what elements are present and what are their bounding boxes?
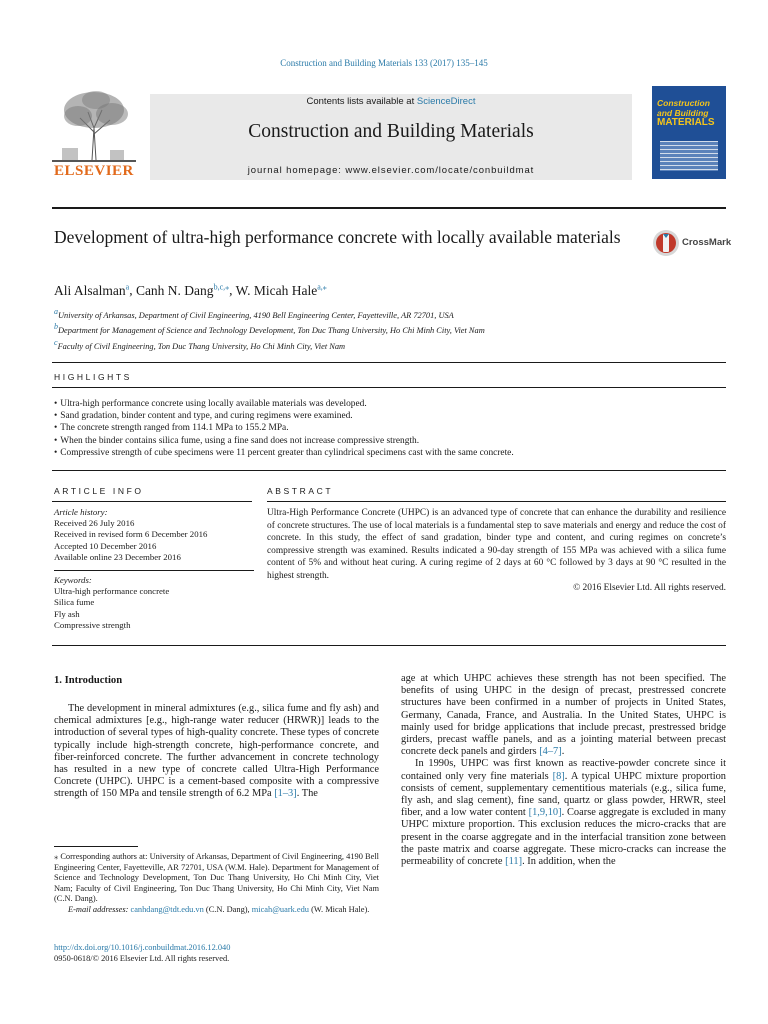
keywords-rule — [54, 570, 254, 571]
affil-text: Department for Management of Science and Technology Development, Ton Duc Thang University, Ho Chi Minh City, Viet Nam — [58, 326, 485, 336]
highlight-item: • The concrete strength ranged from 114.1 MPa to 155.2 MPa. — [54, 422, 726, 434]
affil-text: Faculty of Civil Engineering, Ton Duc Thang University, Ho Chi Minh City, Viet Nam — [57, 341, 346, 351]
section-heading: 1. Introduction — [54, 675, 123, 686]
author-sup: b,c,⁎ — [213, 282, 230, 291]
affiliations — [54, 306, 694, 352]
paragraph — [401, 673, 726, 758]
author-3[interactable] — [236, 283, 327, 298]
journal-cover[interactable] — [652, 86, 726, 179]
author-name: W. Micah Hale — [235, 282, 318, 298]
keyword: Compressive strength — [54, 619, 131, 630]
journal-banner — [150, 94, 632, 180]
crossmark-label: CrossMark — [682, 237, 732, 248]
affiliation-rule — [52, 362, 726, 363]
keywords-label: Keywords: — [54, 575, 92, 586]
author-1[interactable] — [54, 283, 129, 298]
author-list — [54, 282, 327, 299]
highlight-item: • Ultra-high performance concrete using locally available materials was developed. — [54, 398, 726, 410]
elsevier-logo[interactable] — [52, 88, 138, 180]
affil-text: University of Arkansas, Department of Civil Engineering, 4190 Bell Engineering Center, Fayetteville, AR 72701, USA — [58, 310, 454, 320]
doi-link[interactable]: http://dx.doi.org/10.1016/j.conbuildmat.2016.12.040 — [54, 943, 231, 952]
publisher-name: ELSEVIER — [54, 163, 134, 179]
email-link[interactable]: micah@uark.edu — [251, 904, 309, 914]
citation-link[interactable]: [4–7] — [539, 746, 562, 758]
cover-title — [657, 98, 723, 128]
journal-citation[interactable]: Construction and Building Materials 133 (2017) 135–145 — [280, 58, 488, 68]
affiliation-b — [54, 321, 694, 336]
paragraph-text: age at which UHPC achieves these strength has not been specified. The benefits of using UHPC in the design of precast, prestressed concrete structures have been confirmed in a number of projects in United States, Germany, Canada, France, and Australia. In the United States, UHPC is mainly used for bridge applications that include precast, prestressed bridge girders, precast waffle panels, and as a jointing material between precast concrete deck panels and girders — [401, 673, 726, 758]
article-info — [54, 507, 254, 631]
history-item: Available online 23 December 2016 — [54, 551, 181, 562]
paragraph-text: . Coarse aggregate is excluded in many UHPC mixture proportion. This exclusion reduces the micro-cracks that are present in the coarse aggregate and in the interfacial transition zone between the paste matrix and coarse aggregate. These micro-cracks can increase the permeability of concrete — [401, 807, 726, 868]
journal-header — [52, 86, 726, 182]
abstract-text: Ultra-High Performance Concrete (UHPC) is an advanced type of concrete that can enhance the durability and resilience of concrete structures. The use of local materials is a fundamental step to save materials and energy and reduce the cost of concrete. In this study, the effect of sand gradation, binder type and content, and curing regimes on concrete’s compressive strength was examined. Results indicated a 90-day strength of 155 MPa was achieved with a silica fume content of 5% and without heat curing. A curing regime of 2 days at 60 °C followed by 3 days at 90 °C resulted in the highest strength. — [267, 508, 726, 581]
email-owner: (W. Micah Hale). — [308, 904, 370, 914]
article-info-rule — [52, 501, 252, 502]
highlights-heading: HIGHLIGHTS — [54, 372, 132, 382]
keyword: Silica fume — [54, 597, 95, 608]
journal-homepage[interactable]: journal homepage: www.elsevier.com/locate/conbuildmat — [247, 165, 535, 176]
highlights-list — [54, 398, 726, 459]
abstract-heading: ABSTRACT — [267, 486, 334, 496]
author-2[interactable] — [136, 283, 229, 298]
contents-line — [150, 96, 632, 107]
author-name: Canh N. Dang — [135, 282, 214, 298]
cover-decoration — [660, 141, 718, 171]
crossmark-badge[interactable] — [652, 228, 732, 258]
sciencedirect-link[interactable]: ScienceDirect — [416, 96, 476, 107]
author-separator: , — [129, 282, 136, 298]
left-column — [54, 703, 379, 801]
article-title: Development of ultra-high performance concrete with locally available materials — [54, 227, 621, 247]
paragraph-text: . — [561, 746, 565, 758]
paragraph-text: . The — [296, 788, 318, 800]
highlight-item: • Sand gradation, binder content and type, and curing regimens were examined. — [54, 410, 726, 422]
author-name: Ali Alsalman — [54, 282, 126, 298]
email-label: E-mail addresses: — [68, 904, 131, 914]
abstract-copyright: © 2016 Elsevier Ltd. All rights reserved. — [573, 583, 726, 593]
history-item: Received in revised form 6 December 2016 — [54, 529, 208, 540]
history-item: Accepted 10 December 2016 — [54, 540, 157, 551]
highlight-item: • Compressive strength of cube specimens were 11 percent greater than cylindrical specimens cast with the same concrete. — [54, 447, 726, 459]
history-label: Article history: — [54, 507, 108, 517]
header-rule — [52, 207, 726, 209]
corresponding-footnote — [54, 852, 379, 916]
abstract-body — [267, 507, 726, 595]
history-item: Received 26 July 2016 — [54, 518, 135, 529]
footnote-text: ⁎ Corresponding authors at: University of Arkansas, Department of Civil Engineering, 4190 Bell Engineering Center, Fayetteville, AR 72701, USA (W.M. Hale). Department for Management of Science and Technology Development, Ton Duc Thang University, Ho Chi Minh City, Viet Nam; Faculty of Civil Engineering, Ton Duc Thang University, Ho Chi Minh City, Viet Nam (C.N. Dang). — [54, 852, 379, 904]
abstract-rule — [267, 501, 726, 502]
tree-icon — [52, 88, 136, 162]
author-separator: , — [229, 282, 236, 298]
paragraph-text: . A typical UHPC mixture proportion consists of cement, supplementary cementitious materials (e.g., silica fume, fly ash, and slag cement), fine sand, quartz or glass powder, HRWR, steel fiber, and a low water content — [401, 770, 726, 819]
citation-link[interactable]: [1,9,10] — [528, 807, 562, 819]
cover-line-1: Construction — [657, 98, 710, 108]
email-link[interactable]: canhdang@tdt.edu.vn — [130, 904, 204, 914]
paragraph-text: . In addition, when the — [522, 856, 616, 868]
citation-link[interactable]: [11] — [505, 856, 523, 868]
footnote-rule — [54, 846, 138, 847]
author-sup: a — [125, 282, 130, 291]
issn-line: 0950-0618/© 2016 Elsevier Ltd. All rights reserved. — [54, 954, 230, 963]
affil-sup: c — [54, 337, 58, 347]
paragraph — [54, 703, 379, 801]
paragraph-text: The development in mineral admixtures (e.g., silica fume and fly ash) and chemical admixtures [e.g., high-range water reducer (HRWR)] leads to the introduction of several types of high-quality concrete. These types of concrete typically include high-strength concrete, high-performance concrete, and fiber-reinforced concrete. The further advancement in concrete technology has resulted in a new type of concrete called Ultra-High Performance Concrete (UHPC). UHPC is a cement-based composite with a compressive strength of 150 MPa and tensile strength of 6.2 MPa — [54, 703, 379, 800]
affil-sup: b — [54, 322, 58, 332]
citation-link[interactable]: [8] — [552, 770, 565, 782]
abstract-bottom-rule — [52, 645, 726, 646]
contents-prefix: Contents lists available at — [306, 96, 417, 107]
journal-title: Construction and Building Materials — [248, 121, 534, 142]
crossmark-icon — [652, 228, 680, 258]
affil-sup: a — [54, 307, 58, 316]
cover-line-2: and Building — [657, 108, 709, 118]
keyword: Fly ash — [54, 608, 80, 619]
paragraph — [401, 758, 726, 868]
keyword: Ultra-high performance concrete — [54, 586, 170, 597]
highlights-bottom-rule — [52, 470, 726, 471]
highlights-rule — [52, 387, 726, 388]
author-sup: a,⁎ — [317, 282, 327, 291]
email-line — [54, 905, 379, 916]
highlight-item: • When the binder contains silica fume, using a fine sand does not increase compressive strength. — [54, 435, 726, 447]
cover-line-3: MATERIALS — [657, 117, 715, 128]
email-owner: (C.N. Dang), — [203, 904, 252, 914]
affiliation-a — [54, 306, 694, 321]
citation-link[interactable]: [1–3] — [274, 788, 297, 800]
doi-block — [54, 942, 230, 964]
affiliation-c — [54, 337, 694, 352]
article-info-heading: ARTICLE INFO — [54, 486, 144, 496]
right-column — [401, 673, 726, 868]
paragraph-text: In 1990s, UHPC was first known as reactive-powder concrete since it contained only very fine materials — [401, 758, 726, 782]
